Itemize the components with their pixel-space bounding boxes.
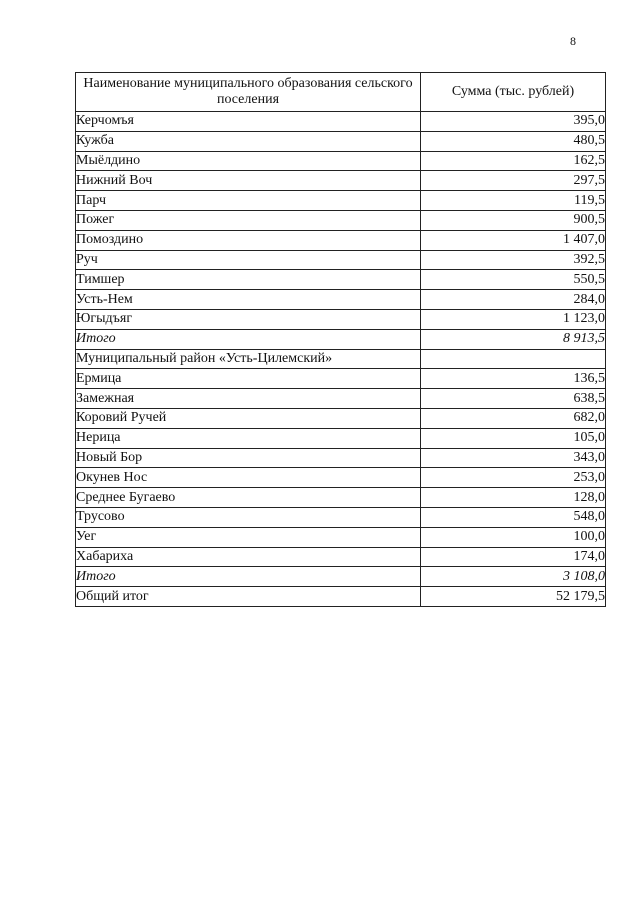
table-row — [76, 151, 606, 171]
table-row — [76, 309, 606, 329]
district-name: Муниципальный район «Усть-Цилемский» — [76, 349, 421, 369]
table-row — [76, 547, 606, 567]
table-row — [76, 191, 606, 211]
table-row — [76, 171, 606, 191]
table-row — [76, 112, 606, 132]
settlement-name: Помоздино — [76, 230, 421, 250]
settlement-sum: 638,5 — [421, 389, 606, 409]
settlement-name: Югыдъяг — [76, 309, 421, 329]
settlement-name: Руч — [76, 250, 421, 270]
settlement-sum: 900,5 — [421, 210, 606, 230]
table-row — [76, 369, 606, 389]
settlement-sum: 480,5 — [421, 131, 606, 151]
settlement-sum: 548,0 — [421, 507, 606, 527]
budget-table — [75, 72, 606, 607]
table-row — [76, 389, 606, 409]
table-row — [76, 290, 606, 310]
settlement-name: Новый Бор — [76, 448, 421, 468]
settlement-sum: 550,5 — [421, 270, 606, 290]
settlement-sum: 1 123,0 — [421, 309, 606, 329]
table-row — [76, 250, 606, 270]
table-row — [76, 527, 606, 547]
table-row — [76, 448, 606, 468]
district-row — [76, 349, 606, 369]
settlement-sum: 128,0 — [421, 488, 606, 508]
subtotal-row — [76, 567, 606, 587]
settlement-name: Среднее Бугаево — [76, 488, 421, 508]
grand-total-sum: 52 179,5 — [421, 587, 606, 607]
settlement-sum: 284,0 — [421, 290, 606, 310]
grand-total-row — [76, 587, 606, 607]
settlement-name: Тимшер — [76, 270, 421, 290]
settlement-sum: 297,5 — [421, 171, 606, 191]
table-row — [76, 230, 606, 250]
settlement-sum: 395,0 — [421, 112, 606, 132]
settlement-sum: 162,5 — [421, 151, 606, 171]
grand-total-label: Общий итог — [76, 587, 421, 607]
settlement-name: Нерица — [76, 428, 421, 448]
settlement-name: Коровий Ручей — [76, 408, 421, 428]
settlement-name: Керчомъя — [76, 112, 421, 132]
settlement-sum: 1 407,0 — [421, 230, 606, 250]
table-row — [76, 408, 606, 428]
settlement-sum: 682,0 — [421, 408, 606, 428]
subtotal-sum: 8 913,5 — [421, 329, 606, 349]
settlement-sum: 119,5 — [421, 191, 606, 211]
settlement-name: Замежная — [76, 389, 421, 409]
subtotal-sum: 3 108,0 — [421, 567, 606, 587]
table-row — [76, 270, 606, 290]
subtotal-label: Итого — [76, 567, 421, 587]
table-row — [76, 131, 606, 151]
subtotal-row — [76, 329, 606, 349]
settlement-sum: 343,0 — [421, 448, 606, 468]
settlement-name: Усть-Нем — [76, 290, 421, 310]
settlement-name: Кужба — [76, 131, 421, 151]
settlement-name: Пожег — [76, 210, 421, 230]
settlement-name: Окунев Нос — [76, 468, 421, 488]
header-name: Наименование муниципального образования сельского поселения — [76, 73, 421, 112]
settlement-sum: 100,0 — [421, 527, 606, 547]
table-row — [76, 507, 606, 527]
header-sum: Сумма (тыс. рублей) — [421, 73, 606, 112]
settlement-name: Мыёлдино — [76, 151, 421, 171]
table-row — [76, 468, 606, 488]
settlement-name: Парч — [76, 191, 421, 211]
settlement-sum: 105,0 — [421, 428, 606, 448]
settlement-name: Нижний Воч — [76, 171, 421, 191]
settlement-name: Трусово — [76, 507, 421, 527]
page-number: 8 — [570, 34, 576, 48]
settlement-name: Уег — [76, 527, 421, 547]
settlement-sum: 392,5 — [421, 250, 606, 270]
settlement-sum: 136,5 — [421, 369, 606, 389]
settlement-name: Хабариха — [76, 547, 421, 567]
settlement-sum: 253,0 — [421, 468, 606, 488]
table-row — [76, 210, 606, 230]
district-sum-empty — [421, 349, 606, 369]
settlement-sum: 174,0 — [421, 547, 606, 567]
settlement-name: Ермица — [76, 369, 421, 389]
table-row — [76, 428, 606, 448]
table-header-row — [76, 73, 606, 112]
subtotal-label: Итого — [76, 329, 421, 349]
table-row — [76, 488, 606, 508]
